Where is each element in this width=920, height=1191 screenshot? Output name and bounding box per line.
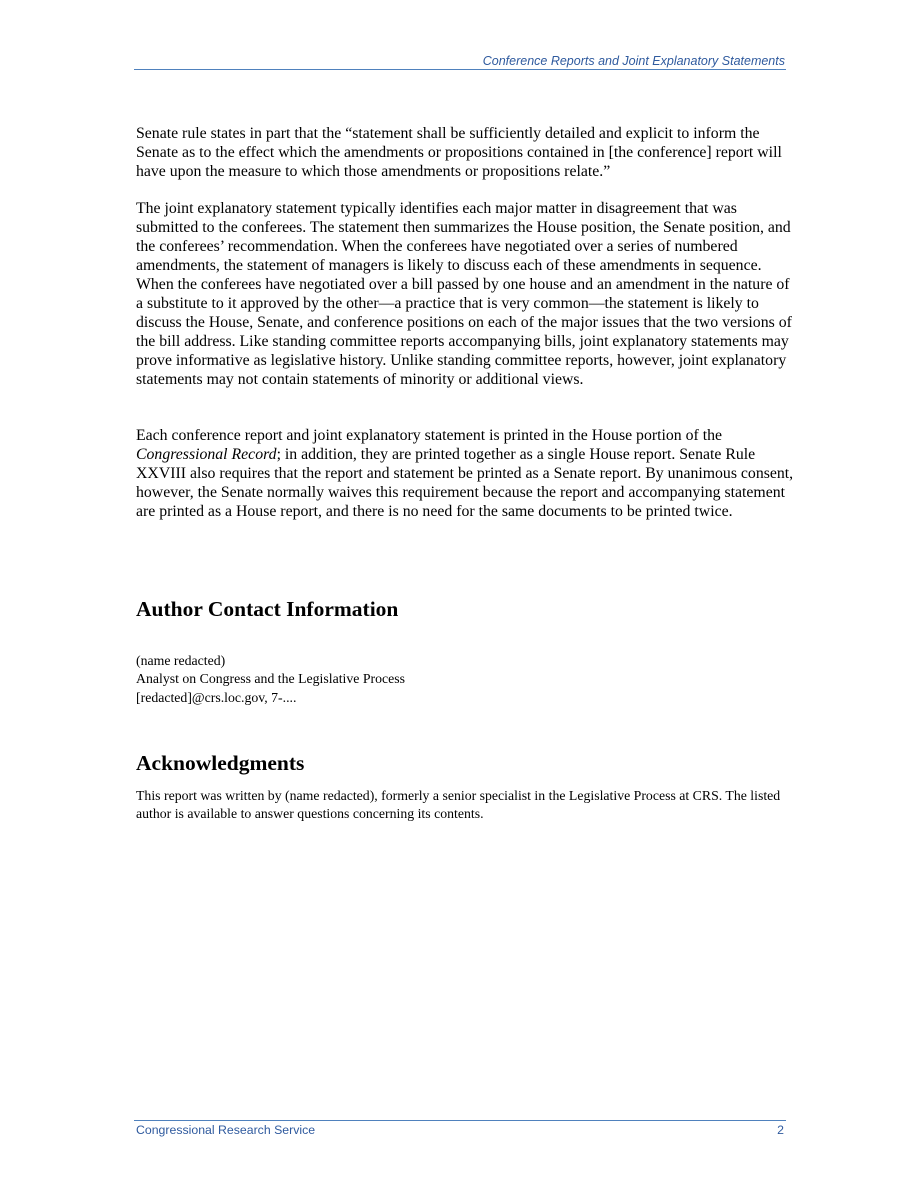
paragraph-printing: [136, 426, 796, 521]
paragraph-joint-statement: The joint explanatory statement typically identifies each major matter in disagreement that was submitted to the conferees. The statement then summarizes the House position, the Senate position, and the conferees’ recommendation. When the conferees have negotiated over a series of numbered amendments, the statement of managers is likely to discuss each of these amendments in sequence. When the conferees have negotiated over a bill passed by one house and an amendment in the nature of a substitute to it approved by the other—a practice that is very common—the statement is likely to discuss the House, Senate, and conference positions on each of the major issues that the two versions of the bill address. Like standing committee reports accompanying bills, joint explanatory statements may prove informative as legislative history. Unlike standing committee reports, however, joint explanatory statements may not contain statements of minority or additional views.: [136, 200, 792, 388]
header-divider: [134, 69, 786, 70]
running-header: Conference Reports and Joint Explanatory Statements: [482, 54, 785, 68]
footer-divider: [134, 1120, 786, 1121]
congressional-record-title: Congressional Record: [136, 446, 277, 463]
page-number: 2: [777, 1123, 784, 1137]
paragraph-printing-part1: Each conference report and joint explanatory statement is printed in the House portion of the: [136, 427, 723, 444]
author-name: (name redacted): [136, 653, 226, 668]
paragraph-senate-rule: Senate rule states in part that the “statement shall be sufficiently detailed and explicit to inform the Senate as to the effect which the amendments or propositions contained in [the conference] report will have upon the measure to which those amendments or propositions relate.”: [136, 125, 782, 180]
author-contact-block: [136, 652, 796, 707]
author-contact-heading: Author Contact Information: [136, 597, 399, 621]
author-email-phone: [redacted]@crs.loc.gov, 7-....: [136, 689, 297, 705]
paragraph-printing-part2: ; in addition, they are printed together as a single House report. Senate Rule XXVIII also requires that the report and statement be printed as a Senate report. By unanimous consent, however, the Senate normally waives this requirement because the report and accompanying statement are printed as a House report, and there is no need for the same documents to be printed twice.: [136, 446, 794, 520]
footer-organization: Congressional Research Service: [136, 1123, 316, 1137]
author-title: Analyst on Congress and the Legislative Process: [136, 671, 405, 687]
acknowledgments-heading: Acknowledgments: [136, 751, 305, 775]
acknowledgments-text: This report was written by (name redacted), formerly a senior specialist in the Legislative Process at CRS. The listed author is available to answer questions concerning its contents.: [136, 788, 781, 821]
